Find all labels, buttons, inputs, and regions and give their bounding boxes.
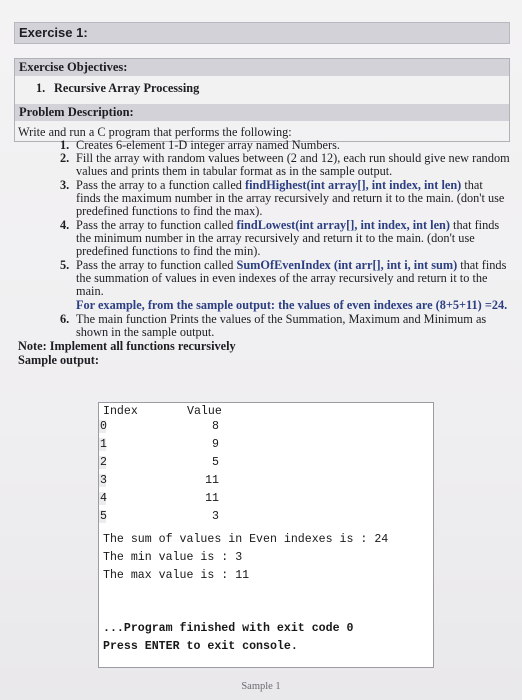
problem-heading: Problem Description: [15, 104, 509, 121]
console-row-index: 5 [100, 510, 107, 523]
step-line: predefined functions to find the max). [76, 204, 263, 218]
step-line: the minimum number in the array recursively and return it to the main. (don't use [76, 231, 475, 245]
console-row-value: 9 [212, 438, 219, 451]
console-row-index: 2 [100, 456, 107, 469]
console-header-value: Value [187, 405, 222, 418]
step-number: 3. [60, 178, 70, 192]
console-row-value: 3 [212, 510, 219, 523]
step-line: shown in the sample output. [76, 325, 215, 339]
objectives-heading: Exercise Objectives: [15, 59, 509, 76]
console-row-index: 3 [100, 474, 107, 487]
console-header-index: Index [103, 405, 138, 418]
step-text: that finds [457, 258, 507, 272]
console-sum-line: The sum of values in Even indexes is : 24 [103, 533, 389, 546]
console-row-value: 5 [212, 456, 219, 469]
step-text: Pass the array to function called [76, 218, 237, 232]
figure-caption: Sample 1 [241, 681, 281, 692]
problem-intro: Write and run a C program that performs the following: [18, 125, 292, 139]
sample-heading: Sample output: [18, 353, 99, 367]
step-line: values and prints them in tabular format as in the sample output. [76, 164, 393, 178]
console-finished-line: ...Program finished with exit code 0 [103, 622, 354, 635]
note: Note: Implement all functions recursively [18, 339, 236, 353]
console-max-line: The max value is : 11 [103, 569, 250, 582]
step-line: main. [76, 284, 104, 298]
console-row-index: 4 [100, 492, 107, 505]
console-row-index: 0 [100, 420, 107, 433]
step-text: Pass the array to function called [76, 258, 237, 272]
step-number: 6. [60, 312, 70, 326]
console-row-value: 8 [212, 420, 219, 433]
step-number: 4. [60, 218, 70, 232]
function-signature: SumOfEvenIndex (int arr[], int i, int sum) [236, 258, 458, 272]
objective-text: Recursive Array Processing [54, 81, 200, 95]
function-signature: findLowest(int array[], int index, int len) [236, 218, 450, 232]
step-line: predefined functions to find the min). [76, 244, 261, 258]
console-output [98, 402, 434, 668]
step-line: The main function Prints the values of the Summation, Maximum and Minimum as [76, 312, 487, 326]
step-number: 1. [60, 138, 70, 152]
step-line: the summation of values in even indexes of the array recursively and return it to the [76, 271, 488, 285]
console-row-index: 1 [100, 438, 107, 451]
step-number: 5. [60, 258, 70, 272]
example-line: For example, from the sample output: the values of even indexes are (8+5+11) =24. [76, 298, 508, 312]
step-number: 2. [60, 151, 70, 165]
console-press-line: Press ENTER to exit console. [103, 640, 298, 653]
console-row-value: 11 [205, 492, 219, 505]
exercise-title: Exercise 1: [14, 22, 510, 44]
function-signature: findHighest(int array[], int index, int len) [245, 178, 462, 192]
step-line: Creates 6-element 1-D integer array named Numbers. [76, 138, 340, 152]
objective-number: 1. [36, 81, 46, 95]
step-text: that [461, 178, 483, 192]
step-text: Pass the array to a function called [76, 178, 246, 192]
console-min-line: The min value is : 3 [103, 551, 243, 564]
step-line: finds the maximum number in the array recursively and return it to the main. (don't use [76, 191, 505, 205]
step-text: that finds [449, 218, 500, 232]
console-row-value: 11 [205, 474, 219, 487]
step-line: Fill the array with random values between (2 and 12), each run should give new random [76, 151, 510, 165]
